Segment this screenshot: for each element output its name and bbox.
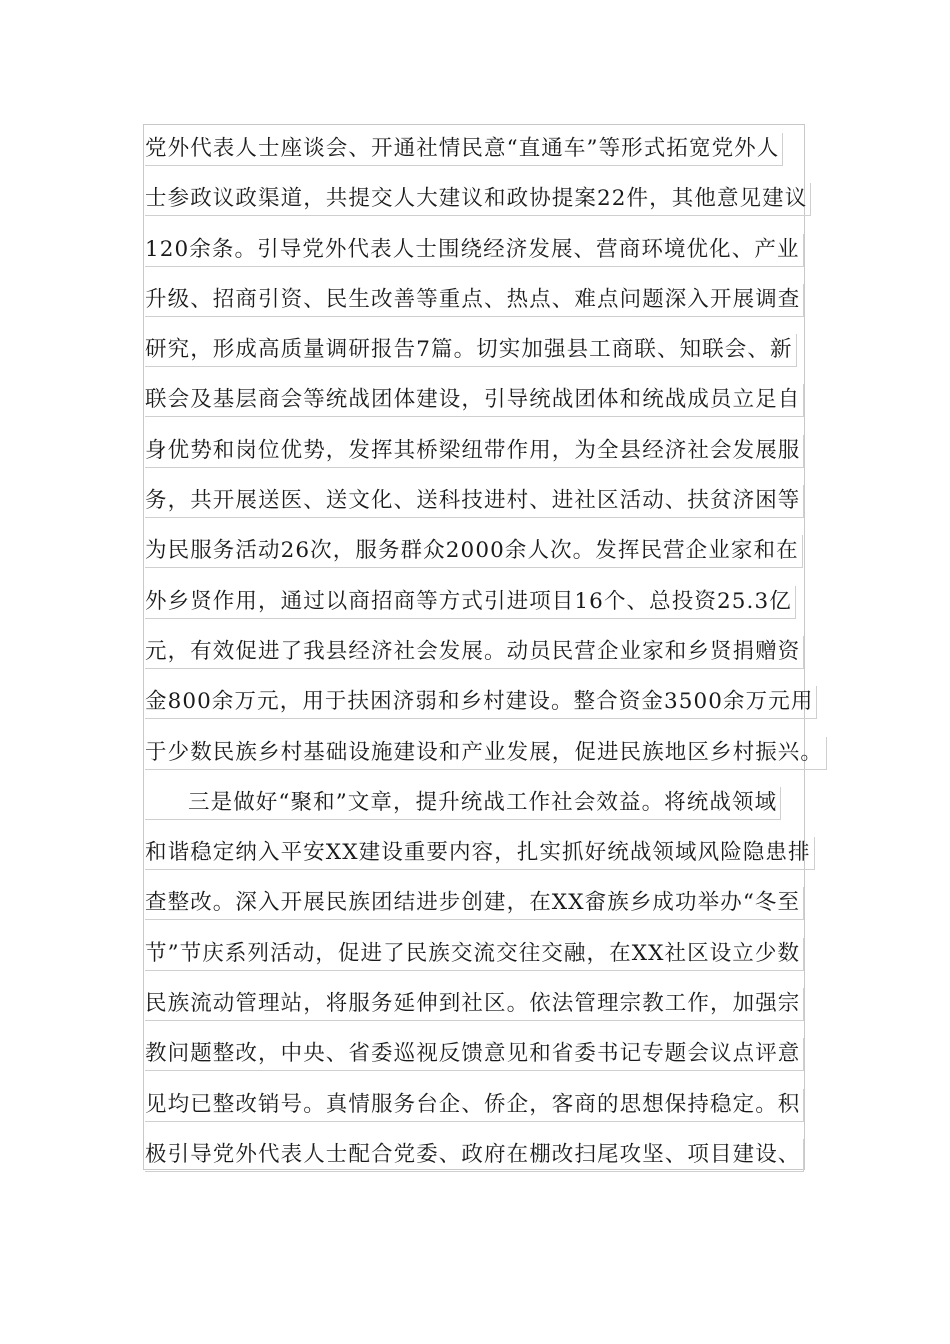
text-line <box>145 281 810 331</box>
line-text: 党外代表人士座谈会、开通社情民意“直通车”等形式拓宽党外人 <box>145 133 783 166</box>
line-text: 和谐稳定纳入平安XX建设重要内容，扎实抓好统战领域风险隐患排 <box>145 837 815 870</box>
text-line <box>145 381 810 431</box>
paragraph-start-line <box>145 784 810 834</box>
line-text: 联会及基层商会等统战团体建设，引导统战团体和统战成员立足自 <box>145 384 804 417</box>
line-text: 于少数民族乡村基础设施建设和产业发展，促进民族地区乡村振兴。 <box>145 737 827 770</box>
line-text: 外乡贤作用，通过以商招商等方式引进项目16个、总投资25.3亿 <box>145 586 796 619</box>
text-line <box>145 180 810 230</box>
line-text: 三是做好“聚和”文章，提升统战工作社会效益。将统战领域 <box>145 787 781 820</box>
text-line <box>145 884 810 934</box>
line-text: 士参政议政渠道，共提交人大建议和政协提案22件，其他意见建议 <box>145 183 811 216</box>
text-line <box>145 1035 810 1085</box>
line-text: 身优势和岗位优势，发挥其桥梁纽带作用，为全县经济社会发展服 <box>145 435 804 468</box>
line-text: 教问题整改，中央、省委巡视反馈意见和省委书记专题会议点评意 <box>145 1038 804 1071</box>
text-line <box>145 985 810 1035</box>
text-line <box>145 130 810 180</box>
text-line <box>145 1086 810 1136</box>
text-line <box>145 633 810 683</box>
line-text: 升级、招商引资、民生改善等重点、热点、难点问题深入开展调查 <box>145 284 804 317</box>
text-line <box>145 734 824 784</box>
text-line <box>145 482 810 532</box>
line-text: 极引导党外代表人士配合党委、政府在棚改扫尾攻坚、项目建设、 <box>145 1139 804 1172</box>
line-text: 节”节庆系列活动，促进了民族交流交往交融，在XX社区设立少数 <box>145 938 804 971</box>
line-text: 研究，形成高质量调研报告7篇。切实加强县工商联、知联会、新 <box>145 334 797 367</box>
text-line <box>145 683 814 733</box>
line-text: 民族流动管理站，将服务延伸到社区。依法管理宗教工作，加强宗 <box>145 988 804 1021</box>
line-text: 元，有效促进了我县经济社会发展。动员民营企业家和乡贤捐赠资 <box>145 636 804 669</box>
line-text: 为民服务活动26次，服务群众2000余人次。发挥民营企业家和在 <box>145 535 803 568</box>
text-line <box>145 432 810 482</box>
text-line <box>145 1136 810 1186</box>
text-line <box>145 331 810 381</box>
line-text: 见均已整改销号。真情服务台企、侨企，客商的思想保持稳定。积 <box>145 1089 804 1122</box>
text-line <box>145 583 810 633</box>
line-text: 120余条。引导党外代表人士围绕经济发展、营商环境优化、产业 <box>145 234 804 267</box>
text-line <box>145 935 810 985</box>
text-line <box>145 834 810 884</box>
document-body <box>145 130 824 1186</box>
text-line <box>145 532 810 582</box>
line-text: 金800余万元，用于扶困济弱和乡村建设。整合资金3500余万元用 <box>145 686 817 719</box>
line-text: 查整改。深入开展民族团结进步创建，在XX畲族乡成功举办“冬至 <box>145 887 804 920</box>
text-line <box>145 231 810 281</box>
line-text: 务，共开展送医、送文化、送科技进村、进社区活动、扶贫济困等 <box>145 485 804 518</box>
